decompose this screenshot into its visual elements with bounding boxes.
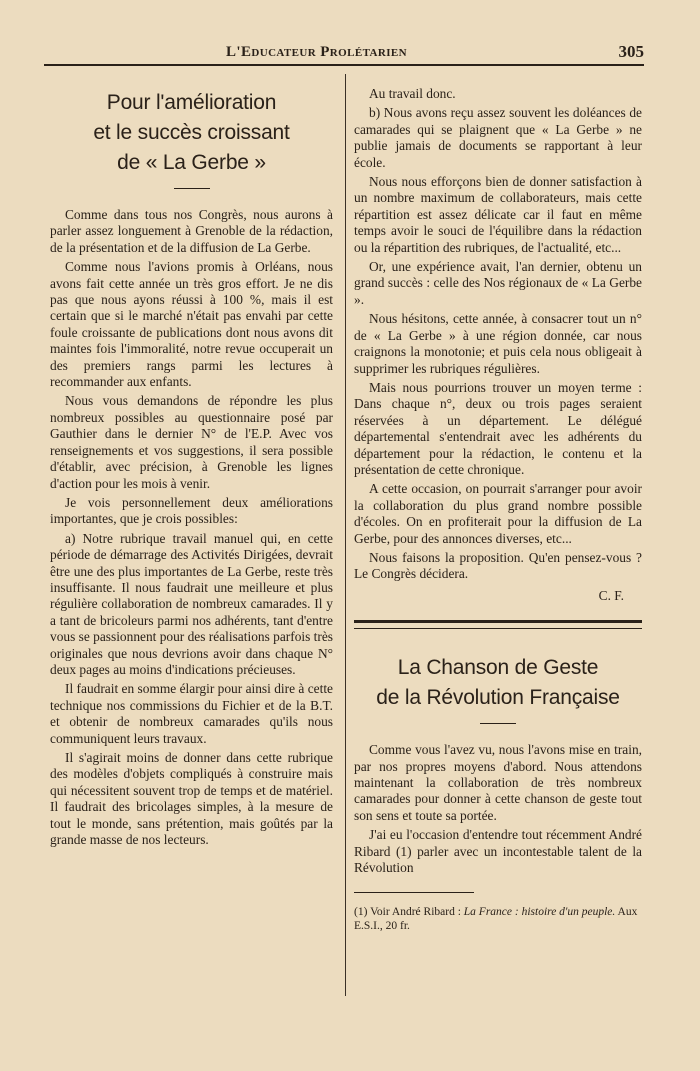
left-column (50, 86, 333, 851)
paragraph: Il faudrait en somme élargir pour ainsi dire à cette technique nos commissions du Fichier et de la B.T. et obtenir de nombreux camarades qu'ils nous communiquent leurs travaux. (50, 681, 333, 746)
footnote-book-title: La France : histoire d'un peuple. (463, 905, 616, 918)
article-title-line: La Chanson de Geste (397, 656, 599, 680)
article-title-line: de la Révolution Française (376, 686, 620, 710)
paragraph: Je vois personnellement deux améliorations importantes, que je crois possibles: (50, 494, 333, 527)
article-title (354, 653, 642, 713)
article-title (50, 88, 333, 178)
signature: C. F. (598, 587, 624, 603)
column-divider (345, 74, 346, 996)
paragraph: Comme vous l'avez vu, nous l'avons mise en train, par nos propres moyens d'abord. Nous attendons maintenant la collaboration de très nombreux camarades pour donner à cette chanson de geste tout son sens et toute sa portée. (354, 742, 642, 823)
paragraph: Il s'agirait moins de donner dans cette rubrique des modèles d'objets compliqués à construire mais qui nécessitent souvent trop de temps et de matériel. Il faudrait des bricolages simples, à la mesure de tout le monde, sans prétention, mais goûtés par la grande masse de nos lecteurs. (50, 750, 333, 848)
footnote (354, 905, 642, 933)
article-title-line: et le succès croissant (93, 121, 290, 144)
paragraph: Nous vous demandons de répondre les plus nombreux possibles au questionnaire posé par Gauthier dans le dernier N° de l'E.P. Avec vos renseignements et vos suggestions, il sera possible d'établir, avec précision, à Grenoble les lignes d'action pour les mois à venir. (50, 393, 333, 491)
paragraph: J'ai eu l'occasion d'entendre tout récemment André Ribard (1) parler avec un incontestable talent de la Révolution (354, 827, 642, 876)
paragraph: Or, une expérience avait, l'an dernier, obtenu un grand succès : celle des Nos régionaux de « La Gerbe ». (354, 259, 642, 307)
header-rule (44, 64, 644, 66)
article-title-line: de « La Gerbe » (117, 151, 266, 174)
footnote-suffix: Aux E.S.I., 20 fr. (354, 905, 638, 932)
footnote-rule (354, 892, 474, 893)
page-number: 305 (618, 42, 644, 61)
article-title-line: Pour l'amélioration (106, 91, 277, 114)
paragraph: Comme nous l'avions promis à Orléans, nous avons fait cette année un très gros effort. Je ne dis pas que nous ayons réussi à 100 %, mais il est certain que si le marché n'était pas envahi par cette foule croissante de publications dont nous avons dit maintes fois l'immoralité, notre revue occuperait un des premiers rangs parmi les lectures à recommander aux enfants. (50, 259, 333, 390)
paragraph: Au travail donc. (369, 86, 456, 101)
paragraph: Mais nous pourrions trouver un moyen terme : Dans chaque n°, deux ou trois pages seraient réservées à un département. Le délégué départemental s'entendrait avec les adhérents du département pour la rédaction, le contenu et la présentation de cette chronique. (354, 379, 642, 477)
paragraph: Nous nous efforçons bien de donner satisfaction à un nombre maximum de collaborateurs, mais cette répartition est assez délicate car il faut en même temps avoir le souci de l'équilibre dans la rédaction ou la répartition des rubriques, de l'actualité, etc... (354, 174, 642, 255)
running-title: L'Educateur Prolétarien (226, 44, 407, 60)
title-rule (174, 188, 210, 189)
paragraph: Nous faisons la proposition. Qu'en pensez-vous ? Le Congrès décidera. (354, 549, 642, 582)
section-divider (354, 620, 642, 629)
paragraph: A cette occasion, on pourrait s'arranger pour avoir la collaboration du plus grand nombre possible d'écoles. On en profiterait pour la diffusion de La Gerbe, pour des annonces diverses, etc... (354, 481, 642, 546)
footnote-prefix: (1) Voir André Ribard : (354, 905, 464, 918)
paragraph: b) Nous avons reçu assez souvent les doléances de camarades qui se plaignent que « La Gerbe » ne publie jamais de documents se rapportant à leur école. (354, 105, 642, 170)
right-column (354, 86, 642, 944)
paragraph: Nous hésitons, cette année, à consacrer tout un n° de « La Gerbe » à une région donnée, car nous craignons la monotonie; et puis cela nous obligeait à supprimer les rubriques régulières. (354, 311, 642, 376)
title-rule (480, 723, 516, 724)
running-head (44, 40, 644, 66)
paragraph: a) Notre rubrique travail manuel qui, en cette période de démarrage des Activités Dirigées, devrait être une des plus importantes de La Gerbe, reste très insuffisante. Il nous faudrait une meilleure et plus régulière collaboration de nombreux camarades. Il y a tant de bricoleurs parmi nos adhérents, tant d'entre vous se passionnent pour des réalisations parfois très originales que nous devrions avoir dans chaque N° deux pages au moins d'indications précieuses. (50, 530, 334, 677)
paragraph: Comme dans tous nos Congrès, nous aurons à parler assez longuement à Grenoble de la rédaction, de la présentation et de la diffusion de La Gerbe. (50, 207, 333, 255)
